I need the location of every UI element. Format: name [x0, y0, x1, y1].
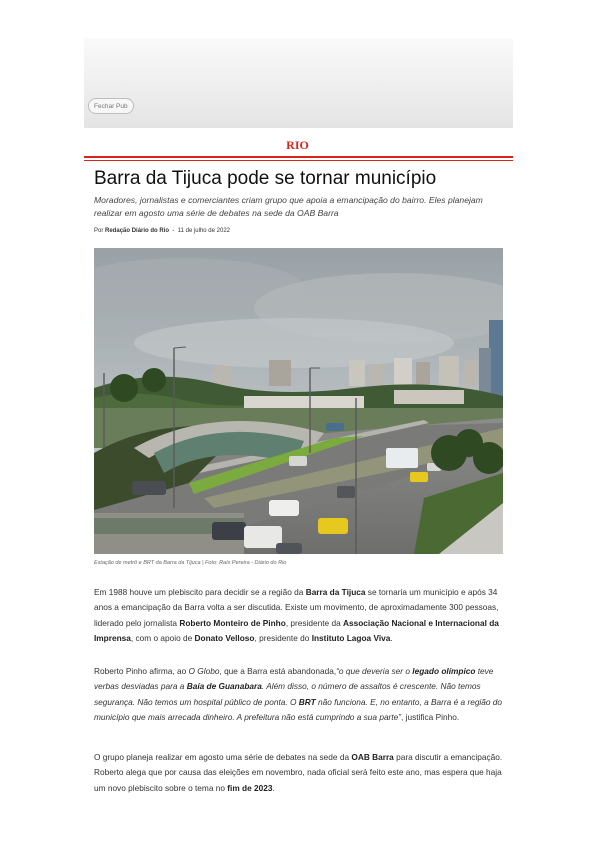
article-paragraph-1: Em 1988 houve um plebiscito para decidir se a região da Barra da Tijuca se tornaria um município e após 34 anos a emancipação da Barra volta a ser discutida. Existe um movimento, de aproximadamente 300 pessoas, liderado pelo jornalista Roberto Monteiro de Pinho, presidente da Associação Nacional e Internacional da Imprensa, com o apoio de Donato Velloso, presidente do Instituto Lagoa Viva.: [94, 587, 499, 643]
article-paragraph-3: O grupo planeja realizar em agosto uma série de debates na sede da OAB Barra para discutir a emancipação. Roberto alega que por causa das eleições em novembro, nada oficial será feito este ano, mas espera que haja um novo plebiscito sobre o tema no fim de 2023.: [94, 752, 503, 793]
article-title: Barra da Tijuca pode se tornar município: [94, 168, 437, 189]
byline-separator: -: [172, 228, 175, 234]
byline: [94, 228, 230, 234]
byline-prefix: Por: [94, 228, 104, 234]
section-divider: [84, 156, 513, 158]
publish-date: 11 de julho de 2022: [177, 228, 230, 234]
article-paragraph-2: Roberto Pinho afirma, ao O Globo, que a Barra está abandonada,“o que deveria ser o legado olímpico teve verbas desviadas para a Baía de Guanabara. Além disso, o número de assaltos é crescente. Não temos segurança. Não temos um hospital público de ponta. O BRT não funciona. E, no entanto, a Barra é a região do município que mais arrecada dinheiro. A prefeitura não está cumprindo a sua parte”, justifica Pinho.: [94, 666, 503, 722]
ad-banner: [84, 38, 513, 128]
section-label[interactable]: RIO: [286, 138, 309, 152]
article-subtitle: Moradores, jornalistas e comerciantes criam grupo que apoia a emancipação do bairro. Eles planejam realizar em agosto uma série de debates na sede da OAB Barra: [94, 195, 483, 218]
close-ad-button[interactable]: Fechar Pub: [88, 98, 134, 114]
photo-caption: Estação de metrô e BRT da Barra da Tijuca | Foto: Raís Pereira - Diário do Rio: [94, 560, 287, 566]
article-photo: [94, 248, 503, 554]
section-divider-thin: [84, 160, 513, 161]
author-link[interactable]: Redação Diário do Rio: [105, 228, 170, 234]
